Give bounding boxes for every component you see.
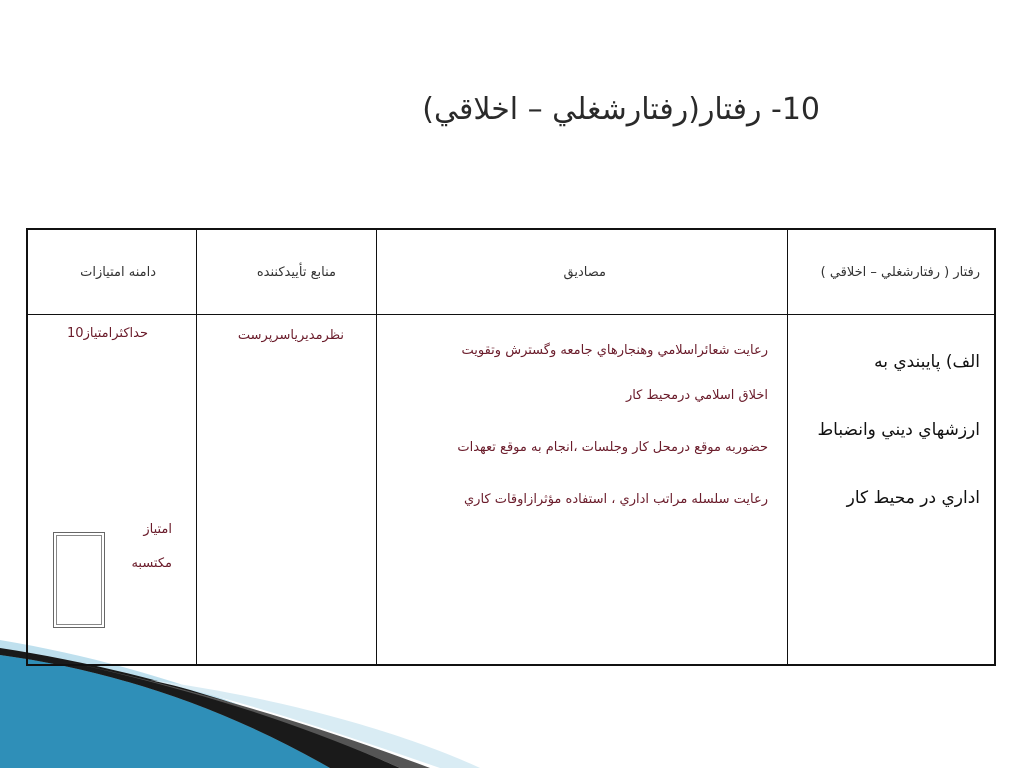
header-sources: منابع تأييدكننده — [256, 265, 336, 280]
example-line: رعايت شعائراسلامي وهنجارهاي جامعه وگسترش وتقويت — [461, 343, 768, 358]
source-text: نظرمديرياسرپرست — [237, 328, 344, 343]
behaviour-line: اداري در محيط كار — [846, 488, 980, 508]
slide-title: 10- رفتار(رفتارشغلي – اخلاقي) — [422, 92, 820, 127]
header-range: دامنه امتيازات — [80, 265, 156, 280]
header-behaviour: رفتار ( رفتارشغلي – اخلاقي ) — [820, 265, 980, 280]
earned-score-label: مكتسبه — [131, 556, 172, 571]
example-line: رعايت سلسله مراتب اداري ، استفاده مؤثرازاوقات كاري — [464, 492, 768, 507]
behaviour-table — [26, 228, 996, 666]
earned-score-box[interactable] — [53, 532, 105, 628]
header-examples: مصاديق — [563, 265, 606, 280]
column-divider — [787, 230, 788, 664]
column-divider — [376, 230, 377, 664]
behaviour-line: الف) پايبندي به — [874, 352, 980, 372]
behaviour-line: ارزشهاي ديني وانضباط — [817, 420, 980, 440]
max-score-text: حداكثرامتياز10 — [67, 326, 148, 341]
header-row-divider — [28, 314, 994, 315]
column-divider — [196, 230, 197, 664]
example-line: حضوربه موقع درمحل كار وجلسات ،انجام به موقع تعهدات — [457, 440, 768, 455]
earned-score-box-inner — [56, 535, 102, 625]
example-line: اخلاق اسلامي درمحيط كار — [625, 388, 768, 403]
earned-score-label: امتياز — [143, 522, 172, 537]
